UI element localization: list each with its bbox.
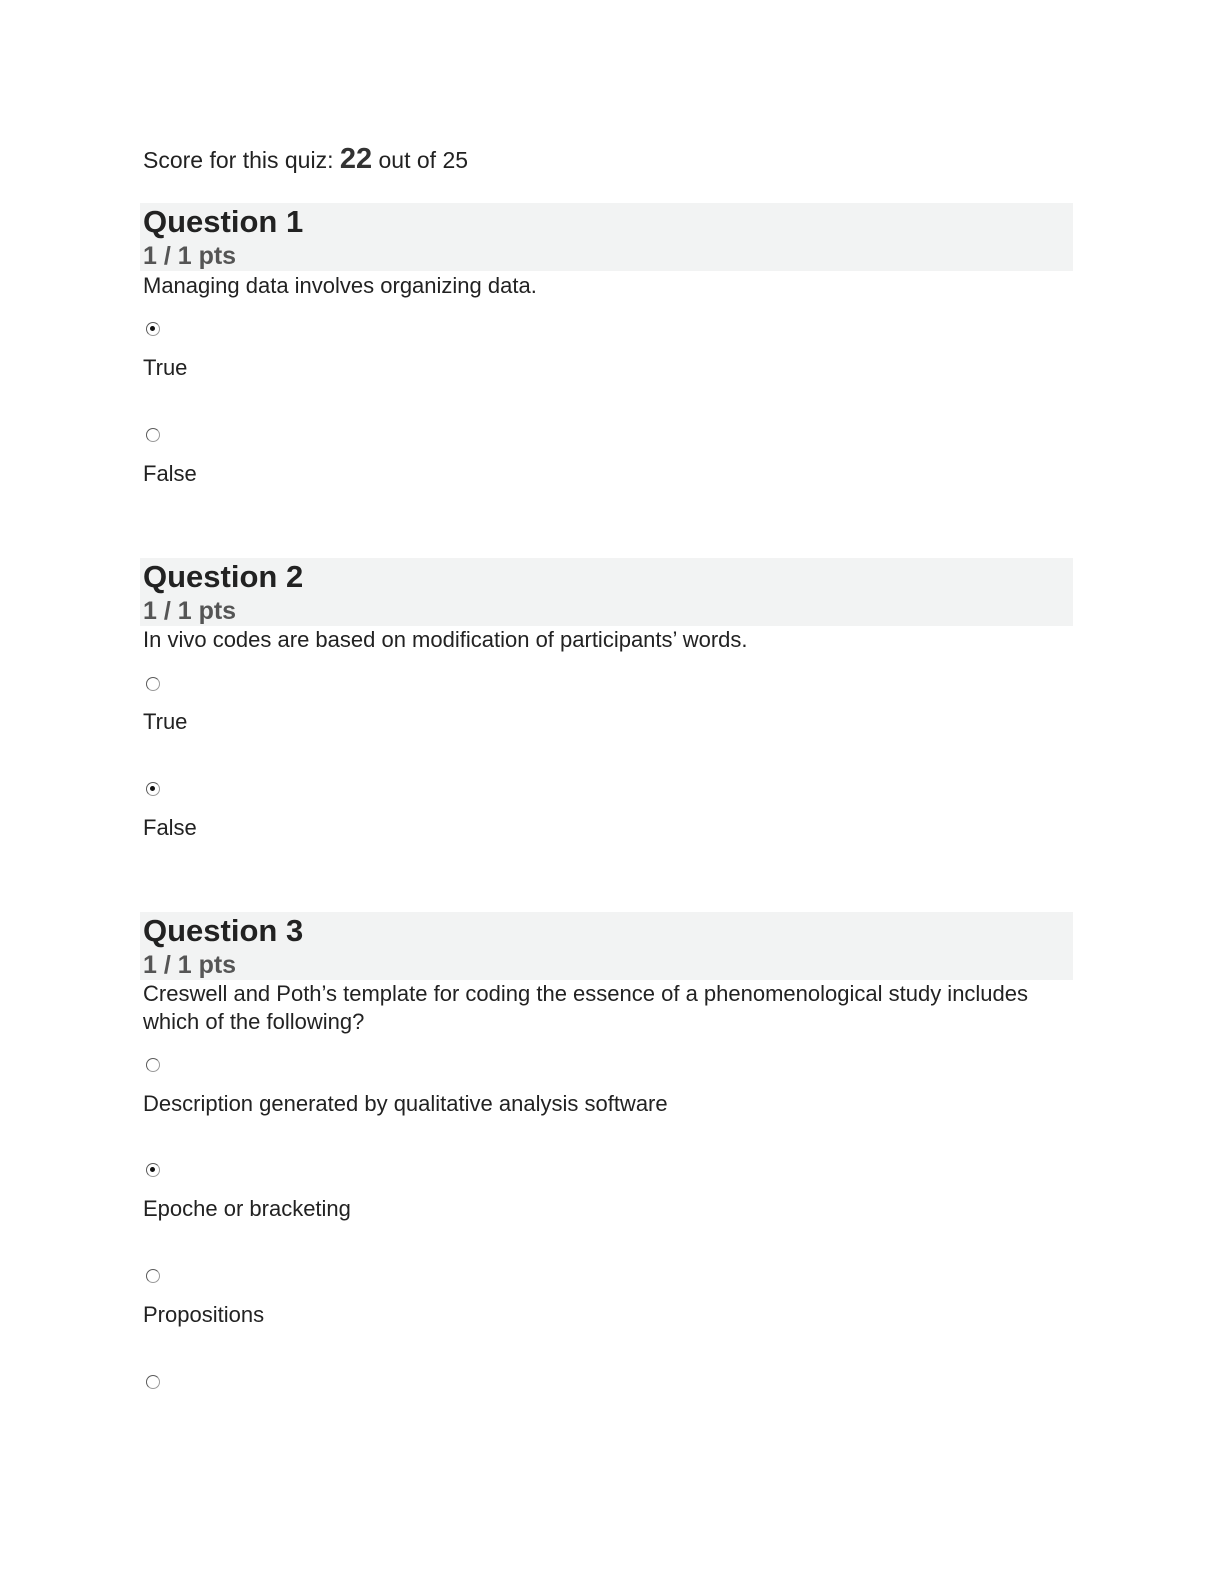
answer-label[interactable]: Propositions — [143, 1302, 265, 1327]
answer-label[interactable]: True — [143, 709, 188, 734]
answer-radio[interactable] — [146, 1269, 160, 1283]
question-title: Question 2 — [143, 559, 304, 594]
answer-radio[interactable] — [146, 322, 160, 336]
answer-label[interactable]: False — [143, 815, 197, 840]
answer-label[interactable]: Epoche or bracketing — [143, 1196, 351, 1221]
score-suffix: out of 25 — [378, 147, 469, 173]
question-points: 1 / 1 pts — [143, 242, 237, 270]
answer-label[interactable]: True — [143, 355, 188, 380]
answer-radio[interactable] — [146, 1163, 160, 1177]
answer-radio[interactable] — [146, 1375, 160, 1389]
question-points: 1 / 1 pts — [143, 951, 237, 979]
question-3-text: Creswell and Poth’s template for coding the essence of a phenomenological study includes which of the following? — [143, 981, 1029, 1034]
question-1-header — [140, 203, 1073, 271]
question-2-text: In vivo codes are based on modification of participants’ words. — [143, 627, 748, 652]
question-1-text: Managing data involves organizing data. — [143, 273, 537, 298]
answer-radio[interactable] — [146, 1058, 160, 1072]
answer-radio[interactable] — [146, 428, 160, 442]
answer-radio[interactable] — [146, 782, 160, 796]
question-points: 1 / 1 pts — [143, 597, 237, 625]
question-title: Question 3 — [143, 913, 304, 948]
answer-radio[interactable] — [146, 677, 160, 691]
question-3-header — [140, 912, 1073, 980]
answer-label[interactable]: Description generated by qualitative analysis software — [143, 1091, 668, 1116]
score-value: 22 — [339, 143, 373, 175]
question-2-header — [140, 558, 1073, 626]
question-title: Question 1 — [143, 204, 304, 239]
score-prefix: Score for this quiz: — [143, 147, 334, 173]
quiz-score — [143, 143, 468, 176]
answer-label[interactable]: False — [143, 461, 197, 486]
